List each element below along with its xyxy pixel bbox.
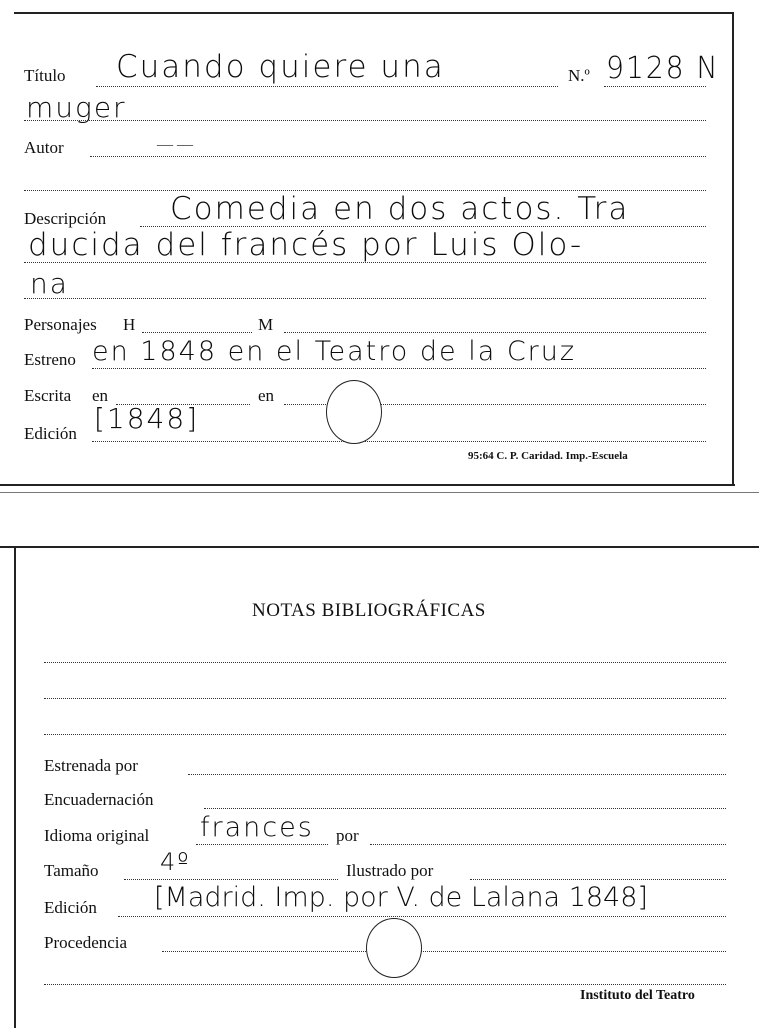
mujeres-line (284, 332, 706, 333)
titulo-line (96, 86, 558, 87)
edicion-label: Edición (24, 424, 77, 443)
escrita-label: Escrita (24, 386, 72, 405)
hombres-label: H (123, 315, 136, 334)
por-label: por (336, 826, 359, 845)
tamano-handwriting: 4º (160, 848, 191, 876)
back-top-edge (0, 546, 759, 548)
notas-line-3 (44, 734, 726, 735)
idioma-line (196, 844, 328, 845)
institute-footer: Instituto del Teatro (580, 988, 695, 1003)
titulo-label: Título (24, 66, 66, 85)
titulo-handwriting-1: Cuando quiere una (116, 49, 445, 85)
escrita-en-label-1: en (92, 386, 109, 405)
card-bottom-edge (0, 484, 735, 486)
ilustrado-line (470, 879, 726, 880)
encuadernacion-line (204, 808, 726, 809)
descripcion-line-3 (24, 298, 706, 299)
autor-label: Autor (24, 138, 64, 157)
hole-punch-mark (326, 380, 382, 444)
printer-mark: 95:64 C. P. Caridad. Imp.-Escuela (468, 450, 628, 462)
front-card (0, 0, 759, 500)
estreno-label: Estreno (24, 350, 76, 369)
escrita-en-label-2: en (258, 386, 275, 405)
card-right-edge (732, 12, 734, 484)
notas-line-1 (44, 662, 726, 663)
estrenada-label: Estrenada por (44, 756, 138, 775)
card-bottom-edge-shadow (0, 492, 759, 493)
titulo-handwriting-2: muger (26, 91, 127, 124)
descripcion-handwriting-2: ducida del francés por Luis Olo- (28, 227, 584, 263)
edicion-back-handwriting: [Madrid. Imp. por V. de Lalana 1848] (154, 882, 648, 913)
estreno-handwriting: en 1848 en el Teatro de la Cruz (92, 336, 577, 367)
back-left-edge (14, 546, 16, 1028)
numero-line (604, 86, 706, 87)
tamano-line (124, 879, 338, 880)
notas-line-final (44, 984, 726, 985)
por-line (370, 844, 726, 845)
numero-handwriting: 9128 N (606, 51, 720, 86)
mujeres-label: M (258, 315, 274, 334)
personajes-label: Personajes (24, 315, 97, 334)
numero-label: N.º (568, 66, 590, 85)
autor-line (90, 156, 706, 157)
descripcion-handwriting-3: na (30, 267, 69, 300)
tamano-label: Tamaño (44, 861, 99, 880)
edicion-handwriting: [1848] (94, 402, 200, 435)
back-hole-punch-mark (366, 918, 422, 978)
descripcion-handwriting-1: Comedia en dos actos. Tra (170, 191, 630, 227)
notas-heading: NOTAS BIBLIOGRÁFICAS (252, 600, 486, 621)
descripcion-label: Descripción (24, 209, 107, 228)
encuadernacion-label: Encuadernación (44, 790, 154, 809)
edicion-back-label: Edición (44, 898, 97, 917)
edicion-line (92, 441, 706, 442)
procedencia-line (162, 951, 726, 952)
ilustrado-label: Ilustrado por (346, 861, 434, 880)
estrenada-line (188, 774, 726, 775)
autor-handwriting: —— (156, 134, 196, 155)
notas-line-2 (44, 698, 726, 699)
hombres-line (142, 332, 252, 333)
estreno-line (92, 368, 706, 369)
idioma-handwriting: frances (200, 812, 314, 843)
edicion-back-line (118, 916, 726, 917)
procedencia-label: Procedencia (44, 933, 128, 952)
back-card (0, 540, 759, 1028)
idioma-label: Idioma original (44, 826, 150, 845)
card-top-edge (14, 12, 732, 14)
